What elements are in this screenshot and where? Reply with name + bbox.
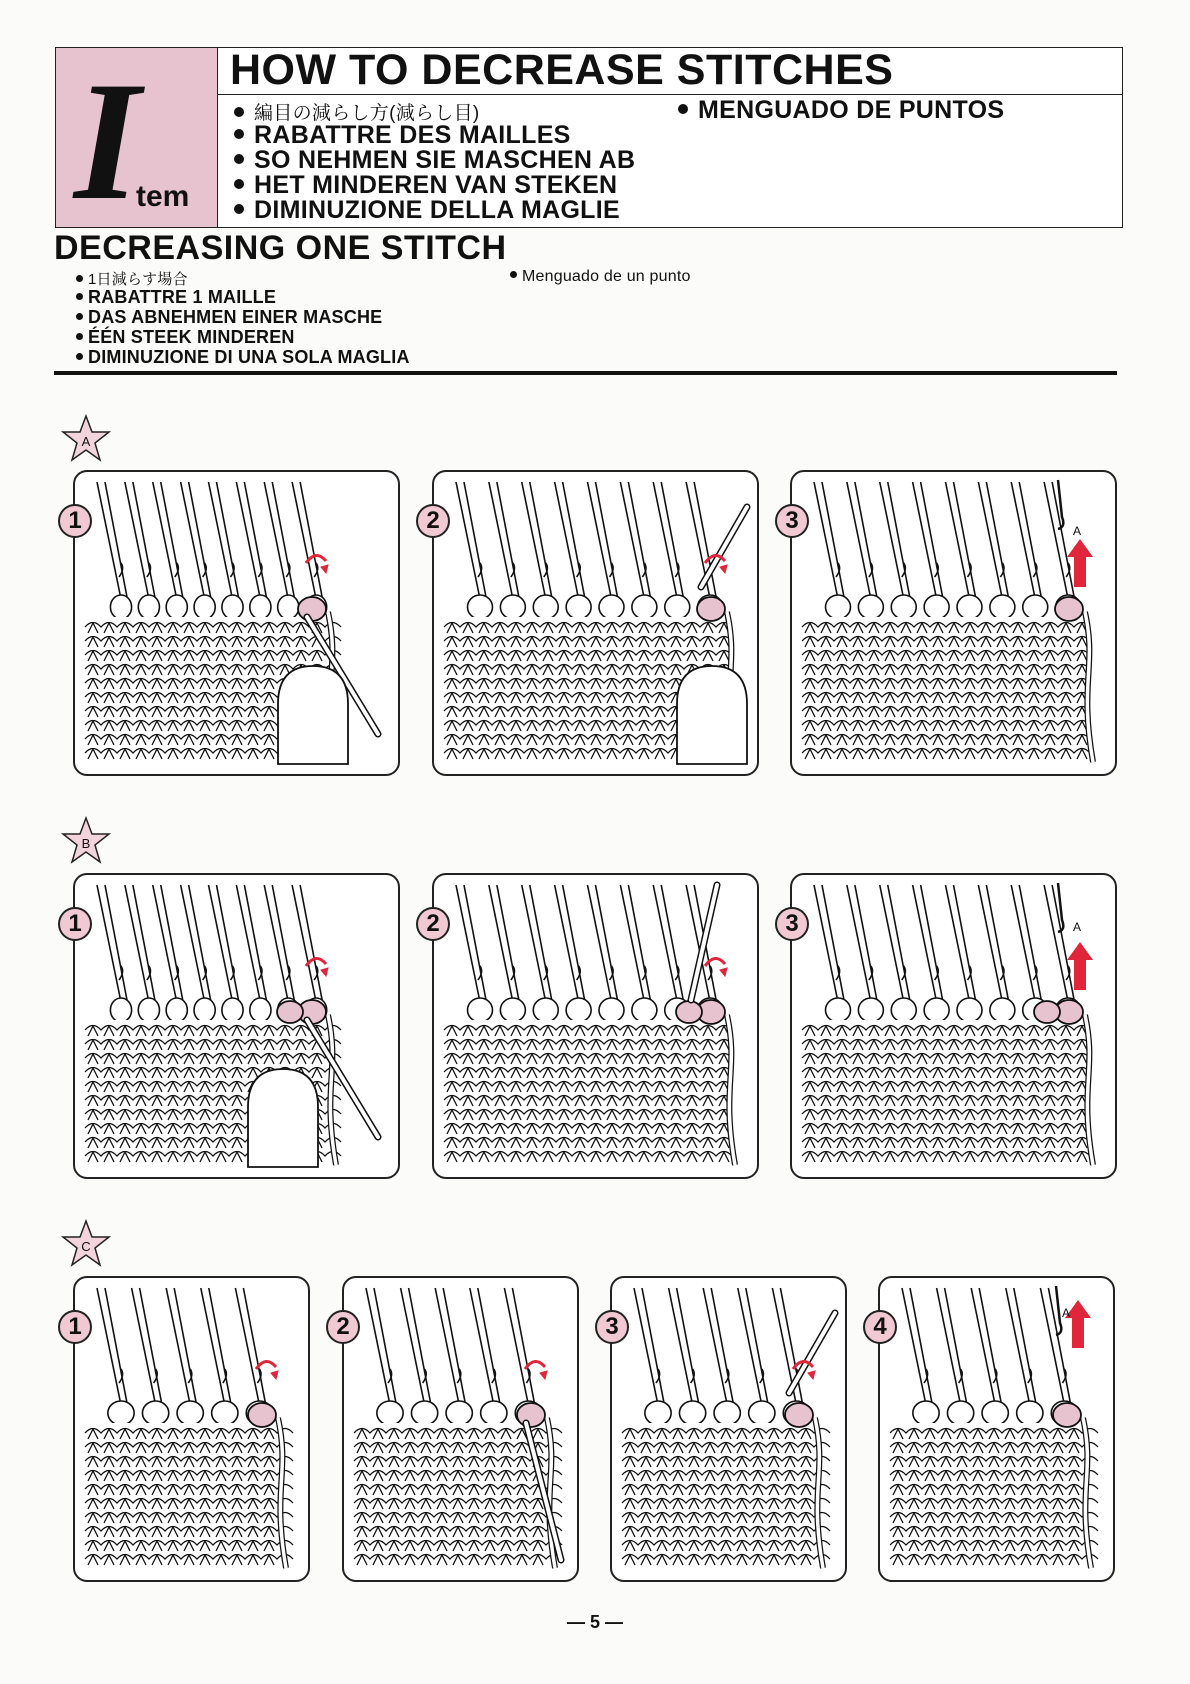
knitting-illustration <box>75 1278 308 1580</box>
knitting-illustration <box>75 875 398 1177</box>
title-row <box>218 48 1122 95</box>
item-suffix: tem <box>136 180 190 213</box>
step-number: 1 <box>58 504 92 538</box>
step-panel-b-2 <box>432 873 759 1179</box>
step-number: 1 <box>58 1310 92 1344</box>
title-jp: 編目の減らし方(減らし目) <box>234 98 480 125</box>
step-panel-c-1 <box>73 1276 310 1582</box>
step-panel-a-3 <box>790 470 1117 776</box>
title-header-box <box>55 46 1123 235</box>
marker-star-a <box>60 413 112 465</box>
svg-text:B: B <box>81 836 91 851</box>
marker-star-c <box>60 1218 112 1270</box>
step-number: 4 <box>863 1310 897 1344</box>
knitting-illustration <box>612 1278 845 1580</box>
step-number: 1 <box>58 907 92 941</box>
thumb <box>278 666 348 764</box>
step-panel-c-2 <box>342 1276 579 1582</box>
item-badge <box>56 47 218 235</box>
section-jp: 1日減らす場合 <box>76 268 188 289</box>
section-de: DAS ABNEHMEN EINER MASCHE <box>76 307 382 328</box>
page-title: HOW TO DECREASE STITCHES <box>230 46 894 94</box>
knitting-illustration <box>344 1278 577 1580</box>
step-panel-a-1 <box>73 470 400 776</box>
step-number: 3 <box>775 504 809 538</box>
knitting-illustration <box>792 472 1115 774</box>
knitting-illustration <box>434 875 757 1177</box>
highlighted-stitch <box>248 1403 276 1427</box>
arrow-label-a: A <box>1062 1306 1071 1320</box>
step-panel-c-4 <box>878 1276 1115 1582</box>
highlighted-stitch <box>1055 597 1083 621</box>
marker-star-b <box>60 815 112 867</box>
title-fr: RABATTRE DES MAILLES <box>234 121 571 150</box>
highlighted-stitch <box>697 597 725 621</box>
step-panel-b-3 <box>790 873 1117 1179</box>
step-panel-c-3 <box>610 1276 847 1582</box>
highlighted-stitch <box>298 597 326 621</box>
step-number: 3 <box>595 1310 629 1344</box>
title-nl: HET MINDEREN VAN STEKEN <box>234 171 617 200</box>
highlighted-stitch <box>785 1403 813 1427</box>
step-number: 2 <box>326 1310 360 1344</box>
knitting-illustration <box>434 472 757 774</box>
step-panel-b-1 <box>73 873 400 1179</box>
step-number: 3 <box>775 907 809 941</box>
step-number: 2 <box>416 504 450 538</box>
section-divider <box>54 371 1117 375</box>
highlighted-stitch <box>517 1403 545 1427</box>
section-es: Menguado de un punto <box>510 268 691 286</box>
section-fr: RABATTRE 1 MAILLE <box>76 287 276 308</box>
step-panel-a-2 <box>432 470 759 776</box>
step-number: 2 <box>416 907 450 941</box>
arrow-label-a: A <box>1073 920 1082 934</box>
section-it: DIMINUZIONE DI UNA SOLA MAGLIA <box>76 347 410 368</box>
page-number: — 5 — <box>566 1612 623 1632</box>
knitting-illustration <box>792 875 1115 1177</box>
thumb <box>248 1069 318 1167</box>
knitting-illustration <box>75 472 398 774</box>
thumb <box>677 666 747 764</box>
svg-text:A: A <box>81 434 91 449</box>
title-it: DIMINUZIONE DELLA MAGLIE <box>234 196 620 225</box>
title-de: SO NEHMEN SIE MASCHEN AB <box>234 146 635 175</box>
item-letter: I <box>74 47 141 235</box>
title-es: MENGUADO DE PUNTOS <box>678 96 1004 125</box>
svg-text:C: C <box>81 1239 91 1254</box>
highlighted-stitch <box>1053 1403 1081 1427</box>
section-nl: ÉÉN STEEK MINDEREN <box>76 327 295 348</box>
section-title: DECREASING ONE STITCH <box>54 229 507 267</box>
knitting-illustration <box>880 1278 1113 1580</box>
arrow-label-a: A <box>1073 524 1082 538</box>
